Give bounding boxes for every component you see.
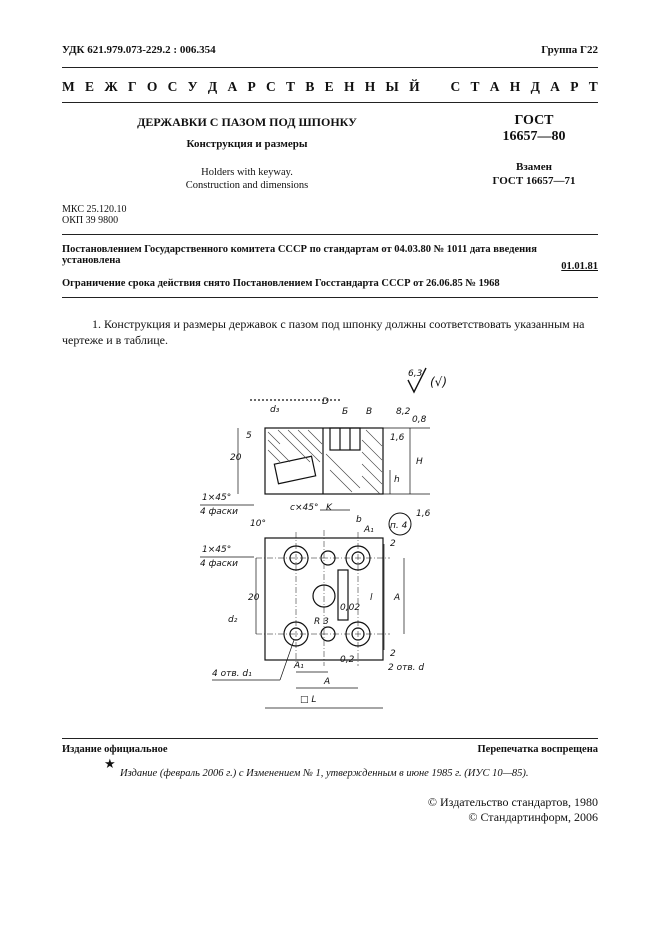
banner-letter: Д	[207, 79, 218, 94]
banner-letter: В	[305, 79, 315, 94]
label-c45: c×45°	[290, 503, 319, 513]
english-title-line2: Construction and dimensions	[185, 180, 309, 191]
label-8-2: 8,2	[396, 407, 411, 417]
label-chamfers-count2: 4 фаски	[200, 559, 239, 569]
label-10deg: 10°	[250, 519, 266, 529]
label-d2: d₂	[228, 615, 238, 625]
label-two-holes: 2 отв. d	[388, 663, 425, 673]
banner-letter: Й	[409, 79, 420, 94]
banner-letter: Н	[509, 79, 521, 94]
reprint-prohibited: Перепечатка воспрещена	[477, 744, 598, 755]
label-h: h	[394, 475, 400, 485]
banner-letter: А	[489, 79, 500, 94]
label-L: □ L	[300, 695, 317, 705]
banner-letter: М	[62, 79, 75, 94]
mks-code: МКС 25.120.10	[62, 204, 127, 215]
label-0-2: 0,2	[340, 655, 355, 665]
copyright-block	[428, 795, 598, 825]
official-edition: Издание официальное	[62, 744, 168, 755]
introduction-date: 01.01.81	[561, 261, 598, 272]
label-20a: 20	[230, 453, 242, 463]
label-p4: п. 4	[390, 521, 408, 531]
label-four-holes: 4 отв. d₁	[212, 669, 252, 679]
label-l: l	[370, 593, 373, 603]
star-icon: ★	[104, 756, 116, 771]
document-subtitle: Конструкция и размеры	[186, 138, 308, 150]
banner-letter: Ы	[385, 79, 399, 94]
english-title-line1: Holders with keyway.	[201, 167, 293, 178]
label-5: 5	[246, 431, 252, 441]
label-1-6b: 1,6	[416, 509, 431, 519]
label-A1-bottom: A₁	[294, 661, 304, 671]
label-A-vertical: A	[394, 593, 401, 603]
banner-letter: Е	[324, 79, 334, 94]
clause-1: 1. Конструкция и размеры державок с пазом под шпонку должны соответствовать указанным на чертеже и в таблице.	[62, 317, 585, 347]
interstate-standard-banner	[62, 79, 598, 95]
label-chamfer2: 1×45°	[202, 545, 232, 555]
replaces-block	[470, 160, 598, 188]
banner-letter: Н	[343, 79, 355, 94]
banner-letter: Т	[286, 79, 296, 94]
replaces-label: Взамен	[516, 161, 552, 173]
banner-letter: А	[227, 79, 238, 94]
label-0-8: 0,8	[412, 415, 427, 425]
banner-letter: С	[450, 79, 461, 94]
roughness-paren: (√)	[430, 375, 448, 389]
label-2b: 2	[390, 649, 396, 659]
edition-note: Издание (февраль 2006 г.) с Изменением № 1, утвержденным в июне 1985 г. (ИУС 10—85).	[120, 768, 529, 779]
limit-removal-text: Ограничение срока действия снято Постановлением Госстандарта СССР от 26.06.85 № 1968	[62, 278, 500, 289]
classification-codes	[62, 204, 126, 226]
banner-letter: О	[146, 79, 158, 94]
banner-letter: Е	[85, 79, 95, 94]
label-V: В	[366, 407, 373, 417]
banner-letter: Р	[247, 79, 256, 94]
decree-text: Постановлением Государственного комитета СССР по стандартам от 04.03.80 № 1011 дата введения установлена	[62, 244, 537, 266]
banner-letter: Р	[570, 79, 579, 94]
label-K: K	[326, 503, 332, 513]
top-rule	[62, 67, 598, 68]
label-D: D	[322, 397, 329, 407]
copyright-2006: © Стандартинформ, 2006	[468, 810, 598, 824]
label-chamfer1: 1×45°	[202, 493, 232, 503]
label-b: b	[356, 515, 362, 525]
okp-code: ОКП 39 9800	[62, 215, 119, 226]
udk-code: УДК 621.979.073-229.2 : 006.354	[62, 44, 216, 56]
label-R3: R 3	[314, 617, 329, 627]
banner-letter: У	[187, 79, 198, 94]
banner-letter: С	[167, 79, 178, 94]
banner-rule	[62, 102, 598, 103]
banner-letter: Д	[530, 79, 540, 94]
footer-rule	[62, 738, 598, 739]
banner-letter: Ж	[104, 79, 118, 94]
banner-letter: Н	[364, 79, 376, 94]
document-title: ДЕРЖАВКИ С ПАЗОМ ПОД ШПОНКУ	[137, 115, 357, 129]
codes-rule	[62, 234, 598, 235]
banner-letter: Т	[588, 79, 598, 94]
banner-letter: Т	[470, 79, 480, 94]
label-H: H	[416, 457, 423, 467]
decree-rule	[62, 297, 598, 298]
banner-letter: С	[266, 79, 276, 94]
label-B: Б	[342, 407, 349, 417]
technical-drawing	[190, 360, 630, 720]
copyright-1980: © Издательство стандартов, 1980	[427, 795, 598, 809]
label-0-02: 0,02	[340, 603, 361, 613]
gost-block	[470, 113, 598, 145]
gost-label: ГОСТ	[514, 113, 554, 128]
gost-number: 16657—80	[502, 129, 566, 144]
replaces-standard: ГОСТ 16657—71	[492, 175, 576, 187]
label-1-6a: 1,6	[390, 433, 405, 443]
label-A1-top: A₁	[364, 525, 374, 535]
label-d3: d₃	[270, 405, 280, 415]
group-code: Группа Г22	[541, 44, 598, 56]
label-20b: 20	[248, 593, 260, 603]
roughness-value: 6,3	[408, 369, 423, 379]
banner-letter: Г	[127, 79, 137, 94]
label-2a: 2	[390, 539, 396, 549]
label-chamfers-count1: 4 фаски	[200, 507, 239, 517]
label-A-horizontal: A	[324, 677, 331, 687]
banner-letter: А	[550, 79, 560, 94]
